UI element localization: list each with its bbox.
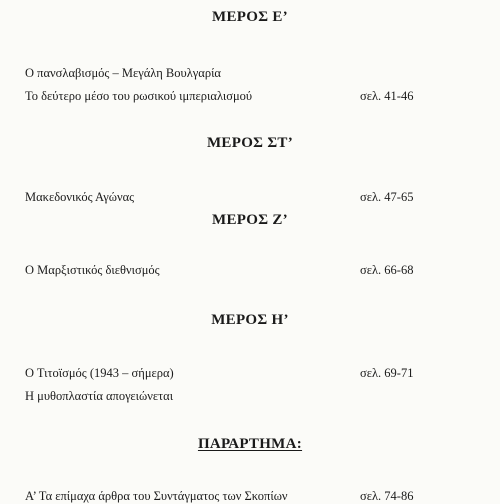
toc-entry-title: Ο Τιτοϊσμός (1943 – σήμερα) — [25, 366, 174, 380]
section-heading-part-z: ΜΕΡΟΣ Ζ’ — [212, 212, 288, 228]
toc-entry-title: Το δεύτερο μέσο του ρωσικού ιμπεριαλισμού — [25, 89, 253, 103]
toc-entry-title: Α’ Τα επίμαχα άρθρα του Συντάγματος των Σκοπίων — [25, 489, 288, 503]
toc-entry-pages: σελ. 69-71 — [360, 366, 414, 380]
toc-entry-pages: σελ. 47-65 — [360, 190, 414, 204]
toc-entry-pages: σελ. 41-46 — [360, 89, 414, 103]
section-heading-part-st: ΜΕΡΟΣ ΣΤ’ — [206, 135, 294, 151]
toc-entry-title: Ο πανσλαβισμός – Μεγάλη Βουλγαρία — [25, 66, 221, 80]
toc-entry-pages: σελ. 66-68 — [360, 263, 414, 277]
section-heading-part-e: ΜΕΡΟΣ Ε’ — [212, 9, 288, 25]
toc-entry-title: Η μυθοπλαστία απογειώνεται — [25, 389, 174, 403]
toc-entry-title: Ο Μαρξιστικός διεθνισμός — [25, 263, 160, 277]
toc-entry-title: Μακεδονικός Αγώνας — [25, 190, 135, 204]
section-heading-appendix: ΠΑΡΑΡΤΗΜΑ: — [197, 436, 303, 452]
section-heading-part-h: ΜΕΡΟΣ Η’ — [211, 312, 289, 328]
toc-entry-pages: σελ. 74-86 — [360, 489, 414, 503]
